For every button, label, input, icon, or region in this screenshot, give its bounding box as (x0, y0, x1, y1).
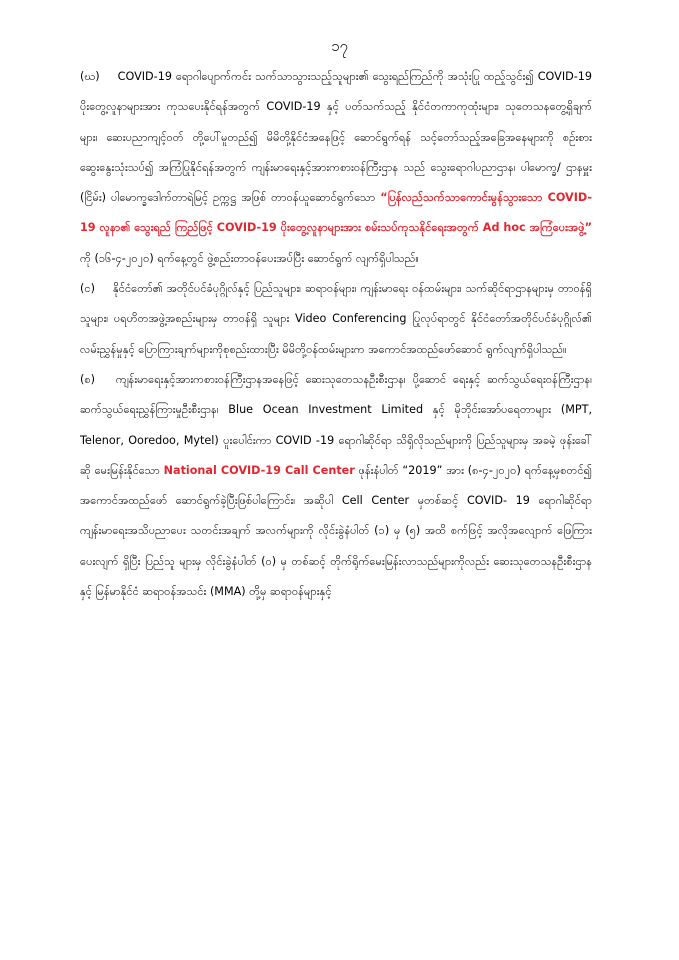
paragraph-label: (င) (80, 282, 95, 296)
page-number: ၁၇ (331, 37, 348, 55)
highlighted-call-center-name: National COVID-19 Call Center (163, 463, 355, 477)
paragraph-nga (80, 274, 592, 365)
highlighted-committee-name: “ပြန်လည်သက်သာကောင်းမွန်သွားသော COVID-19 လူနာ၏ သွေးရည် ကြည်ဖြင့် COVID-19 ပိုးတွေ့လူနာများအား စမ်းသပ်ကုသနိုင်ရေးအတွက် Ad hoc အကြံပေးအဖွဲ့” (80, 191, 593, 235)
paragraph-label: (စ) (80, 372, 96, 386)
paragraph-sa (80, 365, 592, 607)
paragraph-label: (ဃ) (80, 70, 100, 83)
paragraph-text: ဖုန်းနံပါတ် “2019” အား (၈-၄-၂၀၂၀) ရက်နေ့မှစတင်၍ အကောင်အထည်ဖော် ဆောင်ရွက်ခဲ့ပြီးဖြစ်ပါကြောင်း၊ အဆိုပါ Cell Center မှတစ်ဆင့် COVID- 19 ရောဂါဆိုင်ရာ ကျန်းမာရေးအသိပညာပေး သတင်းအချက် အလက်များကို လိုင်းခွဲနံပါတ် (၁) မှ (၅) အထိ စက်ဖြင့် အလိုအလျောက် ဖြေကြားပေးလျက် ရှိပြီး ပြည်သူ များမှ လိုင်းခွဲနံပါတ် (၀) မှ တစ်ဆင့် တိုက်ရိုက်မေးမြန်းလာသည်များကိုလည်း ဆေးသုတေသနဦးစီးဌာနနှင့် မြန်မာနိုင်ငံ ဆရာဝန်အသင်း (MMA) တို့မှ ဆရာဝန်များနှင့် (80, 463, 592, 599)
paragraph-text: COVID-19 ရောဂါပျောက်ကင်း သက်သာသွားသည့်သူများ၏ သွေးရည်ကြည်ကို အသုံးပြု ထည့်သွင်း၍ COVID-19 ပိုးတွေ့လူနာများအား ကုသပေးနိုင်ရန်အတွက် COVID-19 နှင့် ပတ်သက်သည့် နိုင်ငံတကာကုထုံးများ၊ သုတေသနတွေ့ရှိချက်များ၊ ဆေးပညာကျင့်ဝတ် တို့ပေါ်မူတည်၍ မိမိတို့နိုင်ငံအနေဖြင့် ဆောင်ရွက်ရန် သင့်တော်သည့်အခြေအနေများကို စဉ်းစား ဆွေးနွေးသုံးသပ်၍ အကြံပြုနိုင်ရန်အတွက် ကျန်းမာရေးနှင့်အားကစားဝန်ကြီးဌာန သည် သွေးရောဂါပညာဌာန၊ ပါမောက္ခ/ ဌာနမှူး (ငြိမ်း) ပါမောက္ခဒေါက်တာရဲမြင့် ဥက္ကဋ္ဌ အဖြစ် တာဝန်ယူဆောင်ရွက်သော (80, 70, 593, 205)
document-body (80, 62, 592, 607)
paragraph-text: ကျန်းမာရေးနှင့်အားကစားဝန်ကြီးဌာနအနေဖြင့် ဆေးသုတေသနဦးစီးဌာန၊ ပို့ဆောင် ရေးနှင့် ဆက်သွယ်ရေးဝန်ကြီးဌာန၊ ဆက်သွယ်ရေးညွှန်ကြားမှုဦးစီးဌာန၊ Blue Ocean Investment Limited နှင့် မိုဘိုင်းအော်ပရေတာများ (MPT, Telenor, Ooredoo, Mytel) ပူးပေါင်းကာ COVID -19 ရောဂါဆိုင်ရာ သိရှိလိုသည်များကို ပြည်သူများမှ အခမဲ့ ဖုန်းခေါ်ဆို မေးမြန်းနိုင်သော (80, 372, 592, 477)
paragraph-text: ကို (၁၆-၄-၂၀၂၀) ရက်နေ့တွင် ဖွဲ့စည်းတာဝန်ပေးအပ်ပြီး ဆောင်ရွက် လျက်ရှိပါသည်။ (80, 251, 419, 265)
paragraph-text: နိုင်ငံတော်၏ အတိုင်ပင်ခံပုဂ္ဂိုလ်နှင့် ပြည်သူများ၊ ဆရာဝန်များ၊ ကျန်းမာရေး ဝန်ထမ်းများ၊ သက်ဆိုင်ရာဌာနများမှ တာဝန်ရှိသူများ၊ ပရဟိတအဖွဲ့အစည်းများမှ တာဝန်ရှိ သူများ Video Conferencing ပြုလုပ်ရာတွင် နိုင်ငံတော်အတိုင်ပင်ခံပုဂ္ဂိုလ်၏ လမ်းညွှန်မှုနှင့် ပြောကြားချက်များကိုစုစည်းထားပြီး မိမိတို့ဝန်ထမ်းများက အကောင်အထည်ဖော်ဆောင် ရွက်လျက်ရှိပါသည်။ (80, 282, 592, 356)
paragraph-gha (80, 62, 592, 274)
